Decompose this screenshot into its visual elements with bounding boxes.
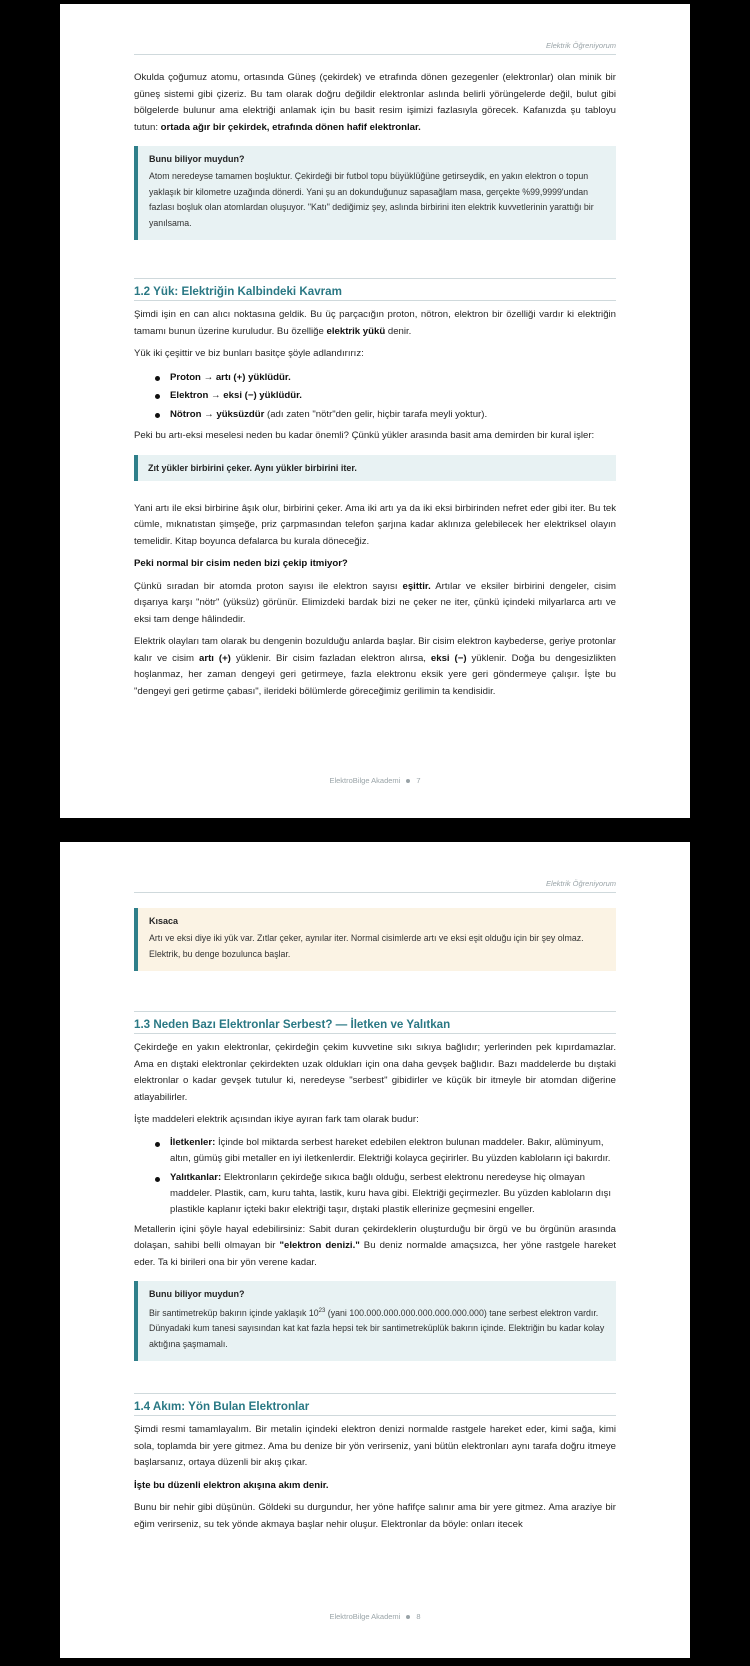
callout-text: Bir santimetreküp bakırın içinde yaklaşık $10^{23}$ (yani 100.000.000.000.000.000.000.000) tane serbest elektron vardır. Dünyadaki kum tanesi sayısından kat kat fazla hepsi tek bir santimetreküplük bakırın içinde. Elektriğin bu kadar kolay aktığına şaşmamalı. [149,1307,605,1349]
list-item: Nötron → yüksüzdür (adı zaten "nötr"den gelir, hiçbir tarafa meyli yoktur). [170,406,616,425]
page-body [134,908,616,1539]
section-title-1-4: 1.4 Akım: Yön Bulan Elektronlar [134,1393,616,1416]
footer-separator [406,779,410,783]
section-title-1-3: 1.3 Neden Bazı Elektronlar Serbest? — İletken ve Yalıtkan [134,1011,616,1034]
paragraph: Şimdi işin en can alıcı noktasına geldik. Bu üç parçacığın proton, nötron, elektron bir özelliği vardır ki elektriğin tamamı bunun üzerine kuruludur. Bu özelliğe elektrik yükü denir. [134,309,616,337]
summary-callout [134,908,616,971]
callout-title: Bunu biliyor muydun? [149,1289,245,1299]
emphasis-line: İşte bu düzenli elektron akışına akım denir. [134,1479,329,1491]
running-head: Elektrik Öğreniyorum [545,41,616,50]
footer-brand: ElektroBilge Akademi [329,776,401,785]
document-page-7 [60,4,690,818]
running-head: Elektrik Öğreniyorum [545,879,616,888]
paragraph: Şimdi resmi tamamlayalım. Bir metalin içindeki elektron denizi normalde rastgele hareket eder, kimi sağa, kimi sola, toplamda bir yere gitmez. Ama bu denize bir yön verirseniz, yani bütün elektronları aynı tarafa doğru itmeye başlarsanız, ortaya düzenli bir akış çıkar. [134,1424,616,1469]
intro-paragraph: Okulda çoğumuz atomu, ortasında Güneş (çekirdek) ve etrafında dönen gezegenler (elektronlar) olan minik bir güneş sistemi gibi çizeriz. Bu tam olarak doğru değildir elektronlar aslında belirli yörüngelerde değil, bulut gibi bölgelerde bulunur ama elektriği anlamak için bu basit resim işimizi fazlasıyla görecek. Kafanızda şu tabloyu tutun: ortada ağır bir çekirdek, etrafında dönen hafif elektronlar. [134,72,616,133]
callout-title: Bunu biliyor muydun? [149,154,245,164]
list-item: İletkenler: İçinde bol miktarda serbest hareket edebilen elektron bulunan maddeler. Bakır, alüminyum, altın, gümüş gibi metaller en iyi iletkenlerdir. Elektriği kolayca geçirirler. Bu yüzden kabloların içi bakırdır. [170,1135,616,1167]
list-item: Proton → artı (+) yüklüdür. [170,369,616,388]
callout-title: Kısaca [149,916,179,926]
list-item: Elektron → eksi (−) yüklüdür. [170,387,616,406]
header-rule [134,892,616,893]
paragraph: Yük iki çeşittir ve biz bunları basitçe şöyle adlandırırız: [134,348,364,359]
footer-brand: ElektroBilge Akademi [329,1612,401,1621]
page-number: 7 [416,776,421,785]
page-footer [60,776,690,785]
header-rule [134,54,616,55]
document-page-8 [60,842,690,1658]
list-item: Yalıtkanlar: Elektronların çekirdeğe sıkıca bağlı olduğu, serbest elektronu neredeyse hiç olmayan maddeler. Plastik, cam, kuru tahta, lastik, kuru hava gibi. Elektriği geçirmezler. Bu yüzden kabloların dışı plastikle kaplanır içteki bakır elektriği taşır, dıştaki plastik ellerinize geçmesini engeller. [170,1170,616,1218]
paragraph: Metallerin içini şöyle hayal edebilirsiniz: Sabit duran çekirdeklerin oluşturduğu bir örgü ve bu örgünün arasında dolaşan, sahibi belli olmayan bir "elektron denizi." Bu deniz normalde amaçsızca, her yöne rastgele hareket eder. Ta ki birileri ona bir yön verene kadar. [134,1223,616,1268]
rule-callout [134,455,616,481]
page-footer [60,1612,690,1621]
section-title-1-2: 1.2 Yük: Elektriğin Kalbindeki Kavram [134,278,616,301]
paragraph: Bunu bir nehir gibi düşünün. Göldeki su durgundur, her yöne hafifçe salınır ama bir yere gitmez. Ama araziye bir eğim verirseniz, su tek yönde akmaya başlar nehir oluşur. Elektronlar da böyle: onları itecek [134,1502,616,1530]
paragraph: Yani artı ile eksi birbirine âşık olur, birbirini çeker. Ama iki artı ya da iki eksi birbirinden nefret eder gibi iter. Bu tek cümle, mıknatıstan şimşeğe, priz çarpmasından telefon şarjına kadar aklınıza gelebilecek her elektriksel olayın temelidir. Kitap boyunca defalarca bu kurala döneceğiz. [134,502,616,547]
paragraph: Çünkü sıradan bir atomda proton sayısı ile elektron sayısı eşittir. Artılar ve eksiler birbirini dengeler, cisim dışarıya karşı "nötr" (yüksüz) görünür. Elimizdeki bardak bizi ne çeker ne iter, çünkü içindeki milyarlarca artı ve eksi tam denge hâlindedir. [134,580,616,625]
page-body [134,70,616,706]
paragraph: İşte maddeleri elektrik açısından ikiye ayıran fark tam olarak budur: [134,1114,419,1125]
did-you-know-callout [134,1281,616,1361]
charge-types-list [134,369,616,425]
callout-text: Atom neredeyse tamamen boşluktur. Çekirdeği bir futbol topu büyüklüğüne getirseydik, en yakın elektron o topun yaklaşık bir kilometre uzağında dönerdi. Yani şu an dokunduğunuz sapasağlam masa, gerçekte %99,9999'undan fazlası boşluk olan atomlardan oluşuyor. "Katı" dediğimiz şey, aslında birbirini iten elektrik kuvvetlerinin yarattığı bir yanılsama. [149,171,594,228]
material-types-list [134,1135,616,1218]
question-heading: Peki normal bir cisim neden bizi çekip itmiyor? [134,558,348,569]
footer-separator [406,1615,410,1619]
paragraph: Çekirdeğe en yakın elektronlar, çekirdeğin çekim kuvvetine sıkı sıkıya bağlıdır; yerlerinden pek kıpırdamazlar. Ama en dıştaki elektronlar çekirdekten uzak oldukları için ona daha gevşek bağlıdır. Bazı maddelerde bu dıştaki elektronlar o kadar gevşek tutulur ki, neredeyse "serbest" gibidirler ve küçük bir itmeyle bir atomdan diğerine atlayabilirler. [134,1042,616,1103]
paragraph: Elektrik olayları tam olarak bu dengenin bozulduğu anlarda başlar. Bir cisim elektron kaybederse, geriye protonlar kalır ve cisim artı (+) yüklenir. Bir cisim fazladan elektron alırsa, eksi (−) yüklenir. Doğa bu dengesizlikten hoşlanmaz, her zaman dengeyi geri getirmeye, fazla elektronu eksik yere geri göndermeye çalışır. İşte bu "dengeyi geri getirme çabası", ilerideki bölümlerde göreceğimiz gerilimin ta kendisidir. [134,636,616,697]
paragraph: Peki bu artı-eksi meselesi neden bu kadar önemli? Çünkü yükler arasında basit ama demirden bir kural işler: [134,430,595,441]
did-you-know-callout [134,146,616,240]
page-number: 8 [416,1612,421,1621]
rule-text: Zıt yükler birbirini çeker. Aynı yükler birbirini iter. [148,462,357,473]
callout-text: Artı ve eksi diye iki yük var. Zıtlar çeker, aynılar iter. Normal cisimlerde artı ve eksi eşit olduğu için bir şey olmaz. Elektrik, bu denge bozulunca başlar. [149,933,584,959]
